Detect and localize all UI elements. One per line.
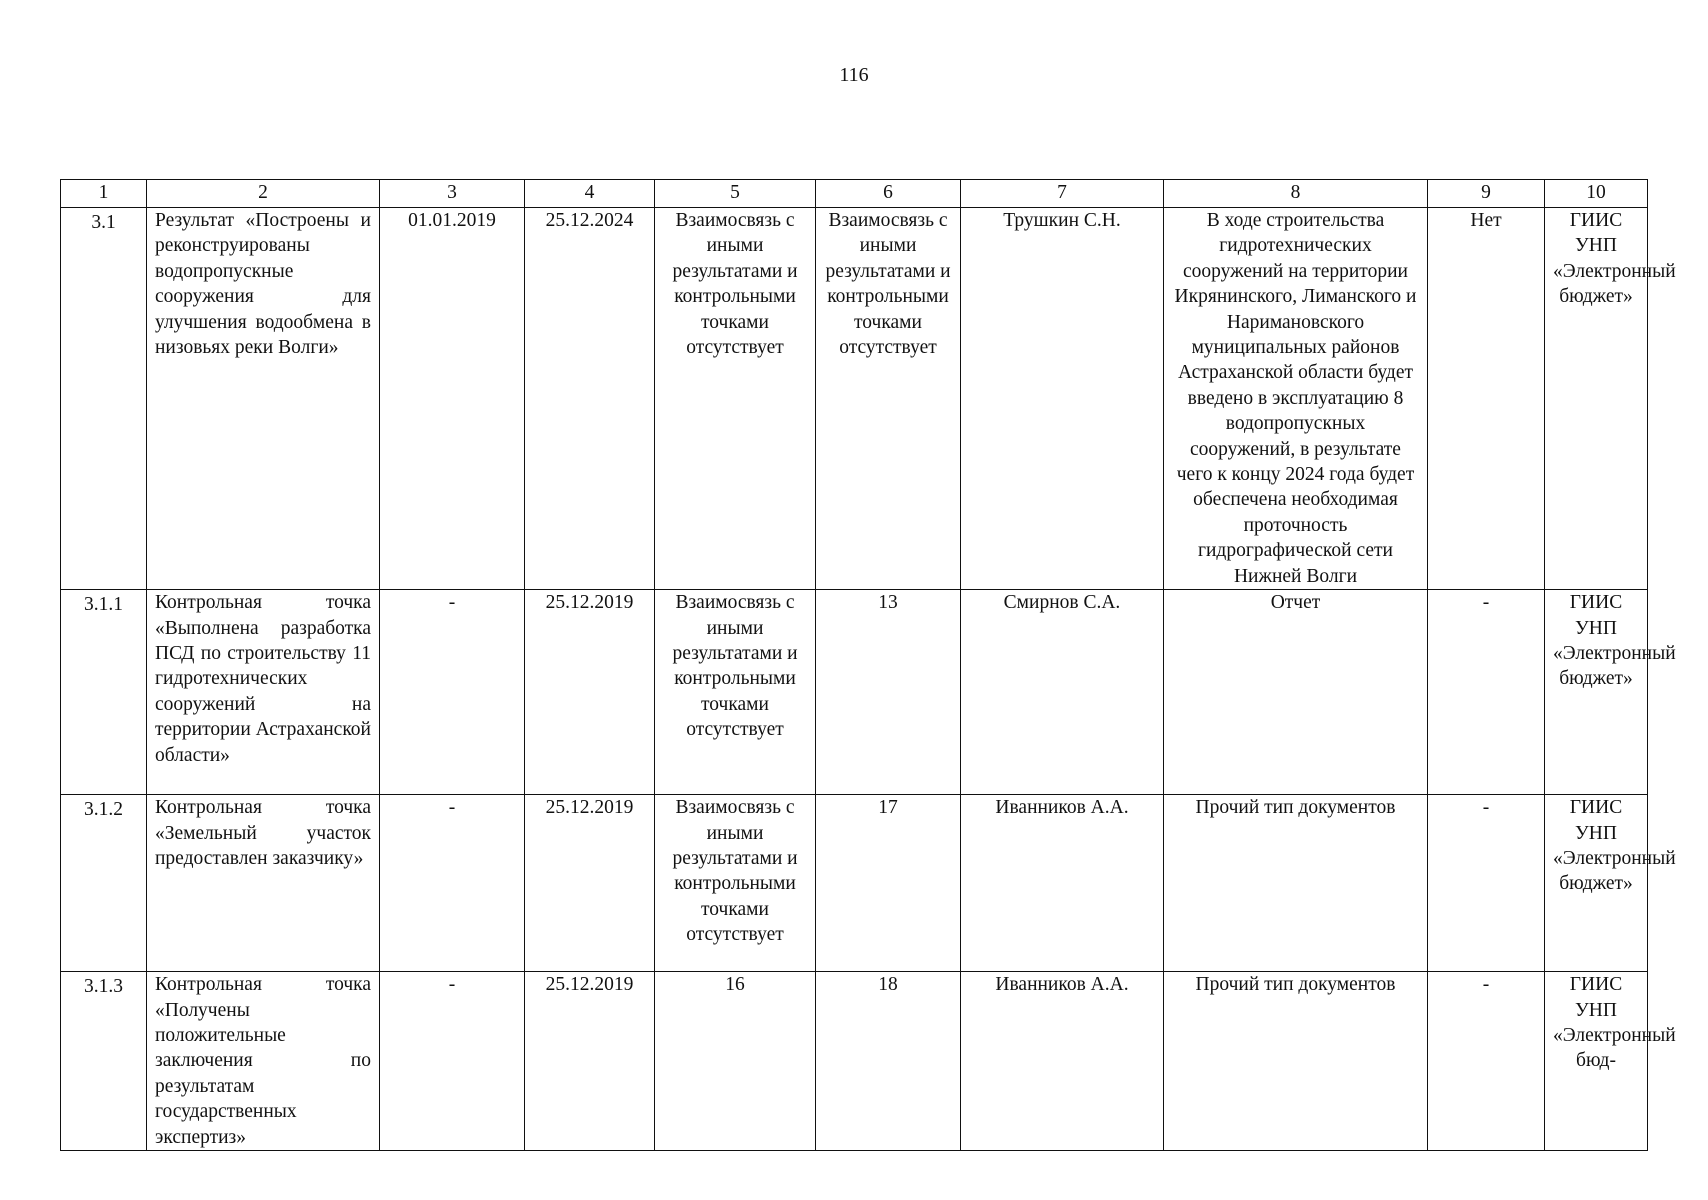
table-row	[61, 795, 1648, 972]
cell-end-date: 25.12.2019	[525, 795, 655, 972]
cell-start-date: -	[380, 972, 525, 1151]
cell-result: Прочий тип документов	[1164, 795, 1428, 972]
cell-responsible: Трушкин С.Н.	[961, 208, 1164, 590]
header-row	[61, 180, 1648, 208]
cell-number: 3.1.2	[61, 795, 147, 972]
cell-responsible: Смирнов С.А.	[961, 590, 1164, 795]
cell-level: -	[1428, 795, 1545, 972]
column-header: 8	[1164, 180, 1428, 208]
cell-result: Прочий тип документов	[1164, 972, 1428, 1151]
cell-system: ГИИС УНП «Электронный бюджет»	[1545, 795, 1648, 972]
cell-start-date: -	[380, 590, 525, 795]
cell-responsible: Иванников А.А.	[961, 795, 1164, 972]
column-header: 5	[655, 180, 816, 208]
cell-number: 3.1.1	[61, 590, 147, 795]
cell-start-date: 01.01.2019	[380, 208, 525, 590]
column-header: 10	[1545, 180, 1648, 208]
cell-level: -	[1428, 972, 1545, 1151]
cell-predecessors: Взаимосвязь с иными результатами и контрольными точками отсутствует	[655, 795, 816, 972]
cell-end-date: 25.12.2019	[525, 972, 655, 1151]
column-header: 3	[380, 180, 525, 208]
plan-table	[60, 179, 1676, 1151]
table-body	[61, 208, 1676, 1151]
cell-name: Результат «Построены и реконструированы водопропускные сооружения для улучшения водообмена в низовьях реки Волги»	[147, 208, 380, 590]
cell-end-date: 25.12.2024	[525, 208, 655, 590]
cell-start-date: -	[380, 795, 525, 972]
column-header: 2	[147, 180, 380, 208]
cell-system: ГИИС УНП «Электронный бюджет»	[1545, 590, 1648, 795]
cell-end-date: 25.12.2019	[525, 590, 655, 795]
cell-predecessors: 16	[655, 972, 816, 1151]
cell-name: Контрольная точка «Получены положительные заключения по результатам государственных экспертиз»	[147, 972, 380, 1151]
cell-successors: 18	[816, 972, 961, 1151]
cell-successors: Взаимосвязь с иными результатами и контрольными точками отсутствует	[816, 208, 961, 590]
column-header: 6	[816, 180, 961, 208]
cell-number: 3.1	[61, 208, 147, 590]
cell-predecessors: Взаимосвязь с иными результатами и контрольными точками отсутствует	[655, 208, 816, 590]
column-header: 9	[1428, 180, 1545, 208]
table-row	[61, 590, 1648, 795]
cell-successors: 13	[816, 590, 961, 795]
cell-predecessors: Взаимосвязь с иными результатами и контрольными точками отсутствует	[655, 590, 816, 795]
cell-system: ГИИС УНП «Электронный бюд-	[1545, 972, 1648, 1151]
cell-level: -	[1428, 590, 1545, 795]
column-header: 4	[525, 180, 655, 208]
column-header: 7	[961, 180, 1164, 208]
cell-level: Нет	[1428, 208, 1545, 590]
table-row	[61, 208, 1648, 590]
cell-name: Контрольная точка «Земельный участок предоставлен заказчику»	[147, 795, 380, 972]
table-header	[61, 180, 1648, 208]
cell-successors: 17	[816, 795, 961, 972]
page-number: 116	[839, 64, 869, 86]
cell-name: Контрольная точка «Выполнена разработка ПСД по строительству 11 гидротехнических сооружений на территории Астраханской области»	[147, 590, 380, 795]
cell-system: ГИИС УНП «Электронный бюджет»	[1545, 208, 1648, 590]
cell-responsible: Иванников А.А.	[961, 972, 1164, 1151]
column-header: 1	[61, 180, 147, 208]
table-row	[61, 972, 1648, 1151]
cell-result: Отчет	[1164, 590, 1428, 795]
cell-result: В ходе строительства гидротехнических сооружений на территории Икрянинского, Лиманского и Наримановского муниципальных районов Астраханской области будет введено в эксплуатацию 8 водопропускных сооружений, в результате чего к концу 2024 года будет обеспечена необходимая проточность гидрографической сети Нижней Волги	[1164, 208, 1428, 590]
cell-number: 3.1.3	[61, 972, 147, 1151]
